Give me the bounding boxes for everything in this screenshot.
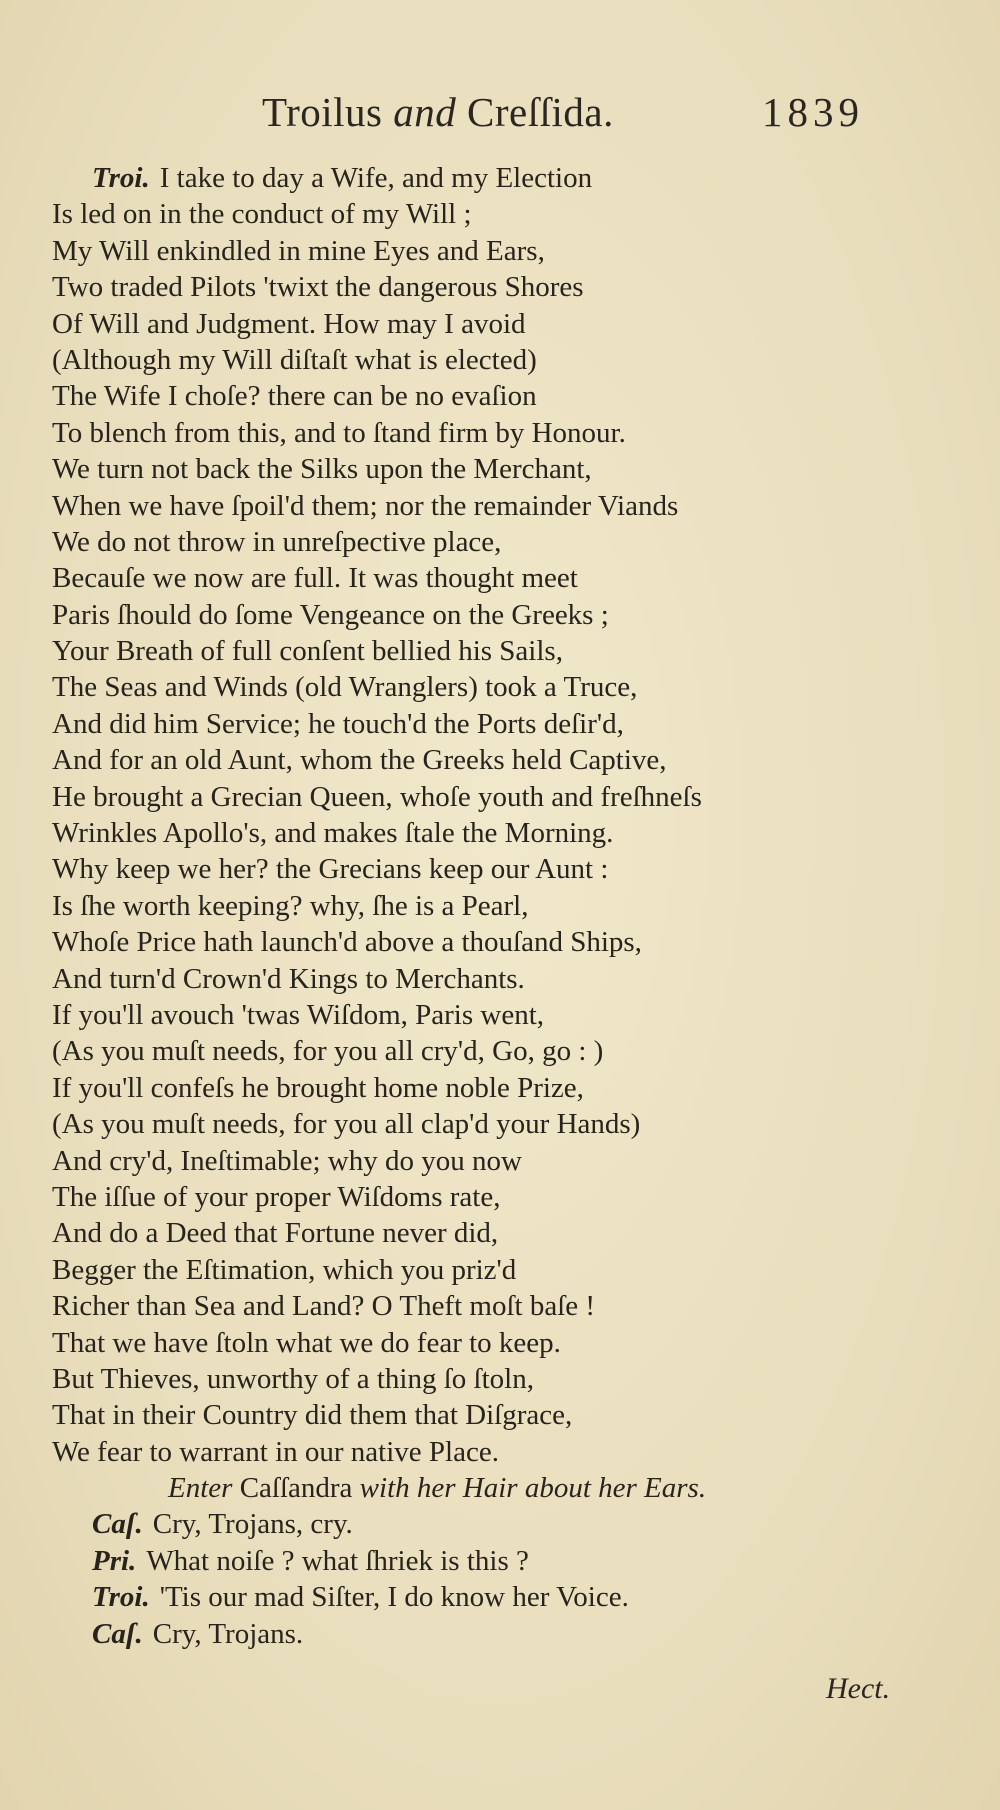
verse-line: We do not throw in unreſpective place,	[52, 525, 502, 558]
verse-line: And did him Service; he touch'd the Ports deſir'd,	[52, 707, 624, 740]
verse-line: We turn not back the Silks upon the Merchant,	[52, 453, 592, 486]
stage-direction-enter: Enter	[168, 1472, 233, 1505]
verse-line	[52, 160, 952, 196]
page-number: 1839	[762, 89, 864, 135]
speaker-label: Caſ.	[92, 1617, 143, 1650]
speaker-label: Troi.	[92, 1581, 150, 1614]
verse-line: (Although my Will diſtaſt what is elected)	[52, 343, 537, 376]
speaker-label: Pri.	[92, 1544, 137, 1577]
verse-line: Is led on in the conduct of my Will ;	[52, 198, 472, 231]
verse-line: And cry'd, Ineſtimable; why do you now	[52, 1144, 522, 1177]
verse-line: Of Will and Judgment. How may I avoid	[52, 307, 526, 340]
verse-line: Begger the Eſtimation, which you priz'd	[52, 1253, 517, 1286]
verse-line: And for an old Aunt, whom the Greeks held Captive,	[52, 744, 667, 777]
dialogue-line	[52, 1543, 952, 1579]
verse-block	[52, 160, 952, 1652]
title-troilus: Troilus	[262, 89, 383, 135]
speaker-label: Troi.	[92, 162, 150, 194]
verse-line: Paris ſhould do ſome Vengeance on the Greeks ;	[52, 598, 609, 631]
verse-line: Becauſe we now are full. It was thought meet	[52, 562, 578, 595]
running-head	[262, 88, 614, 136]
verse-line: We fear to warrant in our native Place.	[52, 1435, 499, 1468]
line-text: What noiſe ? what ſhriek is this ?	[146, 1544, 529, 1577]
verse-line: Is ſhe worth keeping? why, ſhe is a Pearl,	[52, 889, 529, 922]
line-text: Cry, Trojans, cry.	[152, 1508, 353, 1541]
verse-line: Richer than Sea and Land? O Theft moſt baſe !	[52, 1290, 596, 1323]
verse-line: Your Breath of full conſent bellied his Sails,	[52, 635, 563, 668]
verse-line: He brought a Grecian Queen, whoſe youth and freſhneſs	[52, 780, 702, 813]
catchword: Hect.	[826, 1672, 891, 1705]
line-text: I take to day a Wife, and my Election	[159, 162, 593, 194]
verse-line: That we have ſtoln what we do fear to keep.	[52, 1326, 561, 1359]
verse-line: My Will enkindled in mine Eyes and Ears,	[52, 234, 545, 267]
verse-line: Why keep we her? the Grecians keep our Aunt :	[52, 853, 609, 886]
title-cressida: Creſſida.	[467, 89, 614, 135]
verse-line: If you'll avouch 'twas Wiſdom, Paris went,	[52, 998, 545, 1031]
verse-line: (As you muſt needs, for you all cry'd, Go, go : )	[52, 1035, 604, 1068]
title-and: and	[393, 89, 457, 135]
verse-line: The Seas and Winds (old Wranglers) took a Truce,	[52, 671, 638, 704]
stage-direction	[52, 1470, 952, 1506]
verse-line: When we have ſpoil'd them; nor the remainder Viands	[52, 489, 679, 522]
verse-line: And do a Deed that Fortune never did,	[52, 1217, 499, 1250]
verse-line: Whoſe Price hath launch'd above a thouſand Ships,	[52, 926, 642, 959]
verse-line: (As you muſt needs, for you all clap'd your Hands)	[52, 1108, 641, 1141]
verse-line: If you'll confeſs he brought home noble Prize,	[52, 1071, 584, 1104]
verse-line: That in their Country did them that Diſgrace,	[52, 1399, 573, 1432]
verse-line: The iſſue of your proper Wiſdoms rate,	[52, 1180, 501, 1213]
stage-direction-character: Caſſandra	[239, 1472, 353, 1505]
verse-line: But Thieves, unworthy of a thing ſo ſtoln,	[52, 1362, 534, 1395]
dialogue-line	[52, 1579, 952, 1615]
dialogue-line	[52, 1616, 952, 1652]
verse-line: To blench from this, and to ſtand firm by Honour.	[52, 416, 626, 449]
dialogue-line	[52, 1506, 952, 1542]
line-text: Cry, Trojans.	[152, 1617, 304, 1650]
speaker-label: Caſ.	[92, 1508, 143, 1541]
verse-line: Wrinkles Apollo's, and makes ſtale the Morning.	[52, 817, 614, 850]
line-text: 'Tis our mad Siſter, I do know her Voice.	[159, 1581, 629, 1614]
verse-line: The Wife I choſe? there can be no evaſion	[52, 380, 537, 413]
verse-line: And turn'd Crown'd Kings to Merchants.	[52, 962, 525, 995]
verse-line: Two traded Pilots 'twixt the dangerous Shores	[52, 271, 584, 304]
stage-direction-text: with her Hair about her Ears.	[359, 1472, 707, 1505]
